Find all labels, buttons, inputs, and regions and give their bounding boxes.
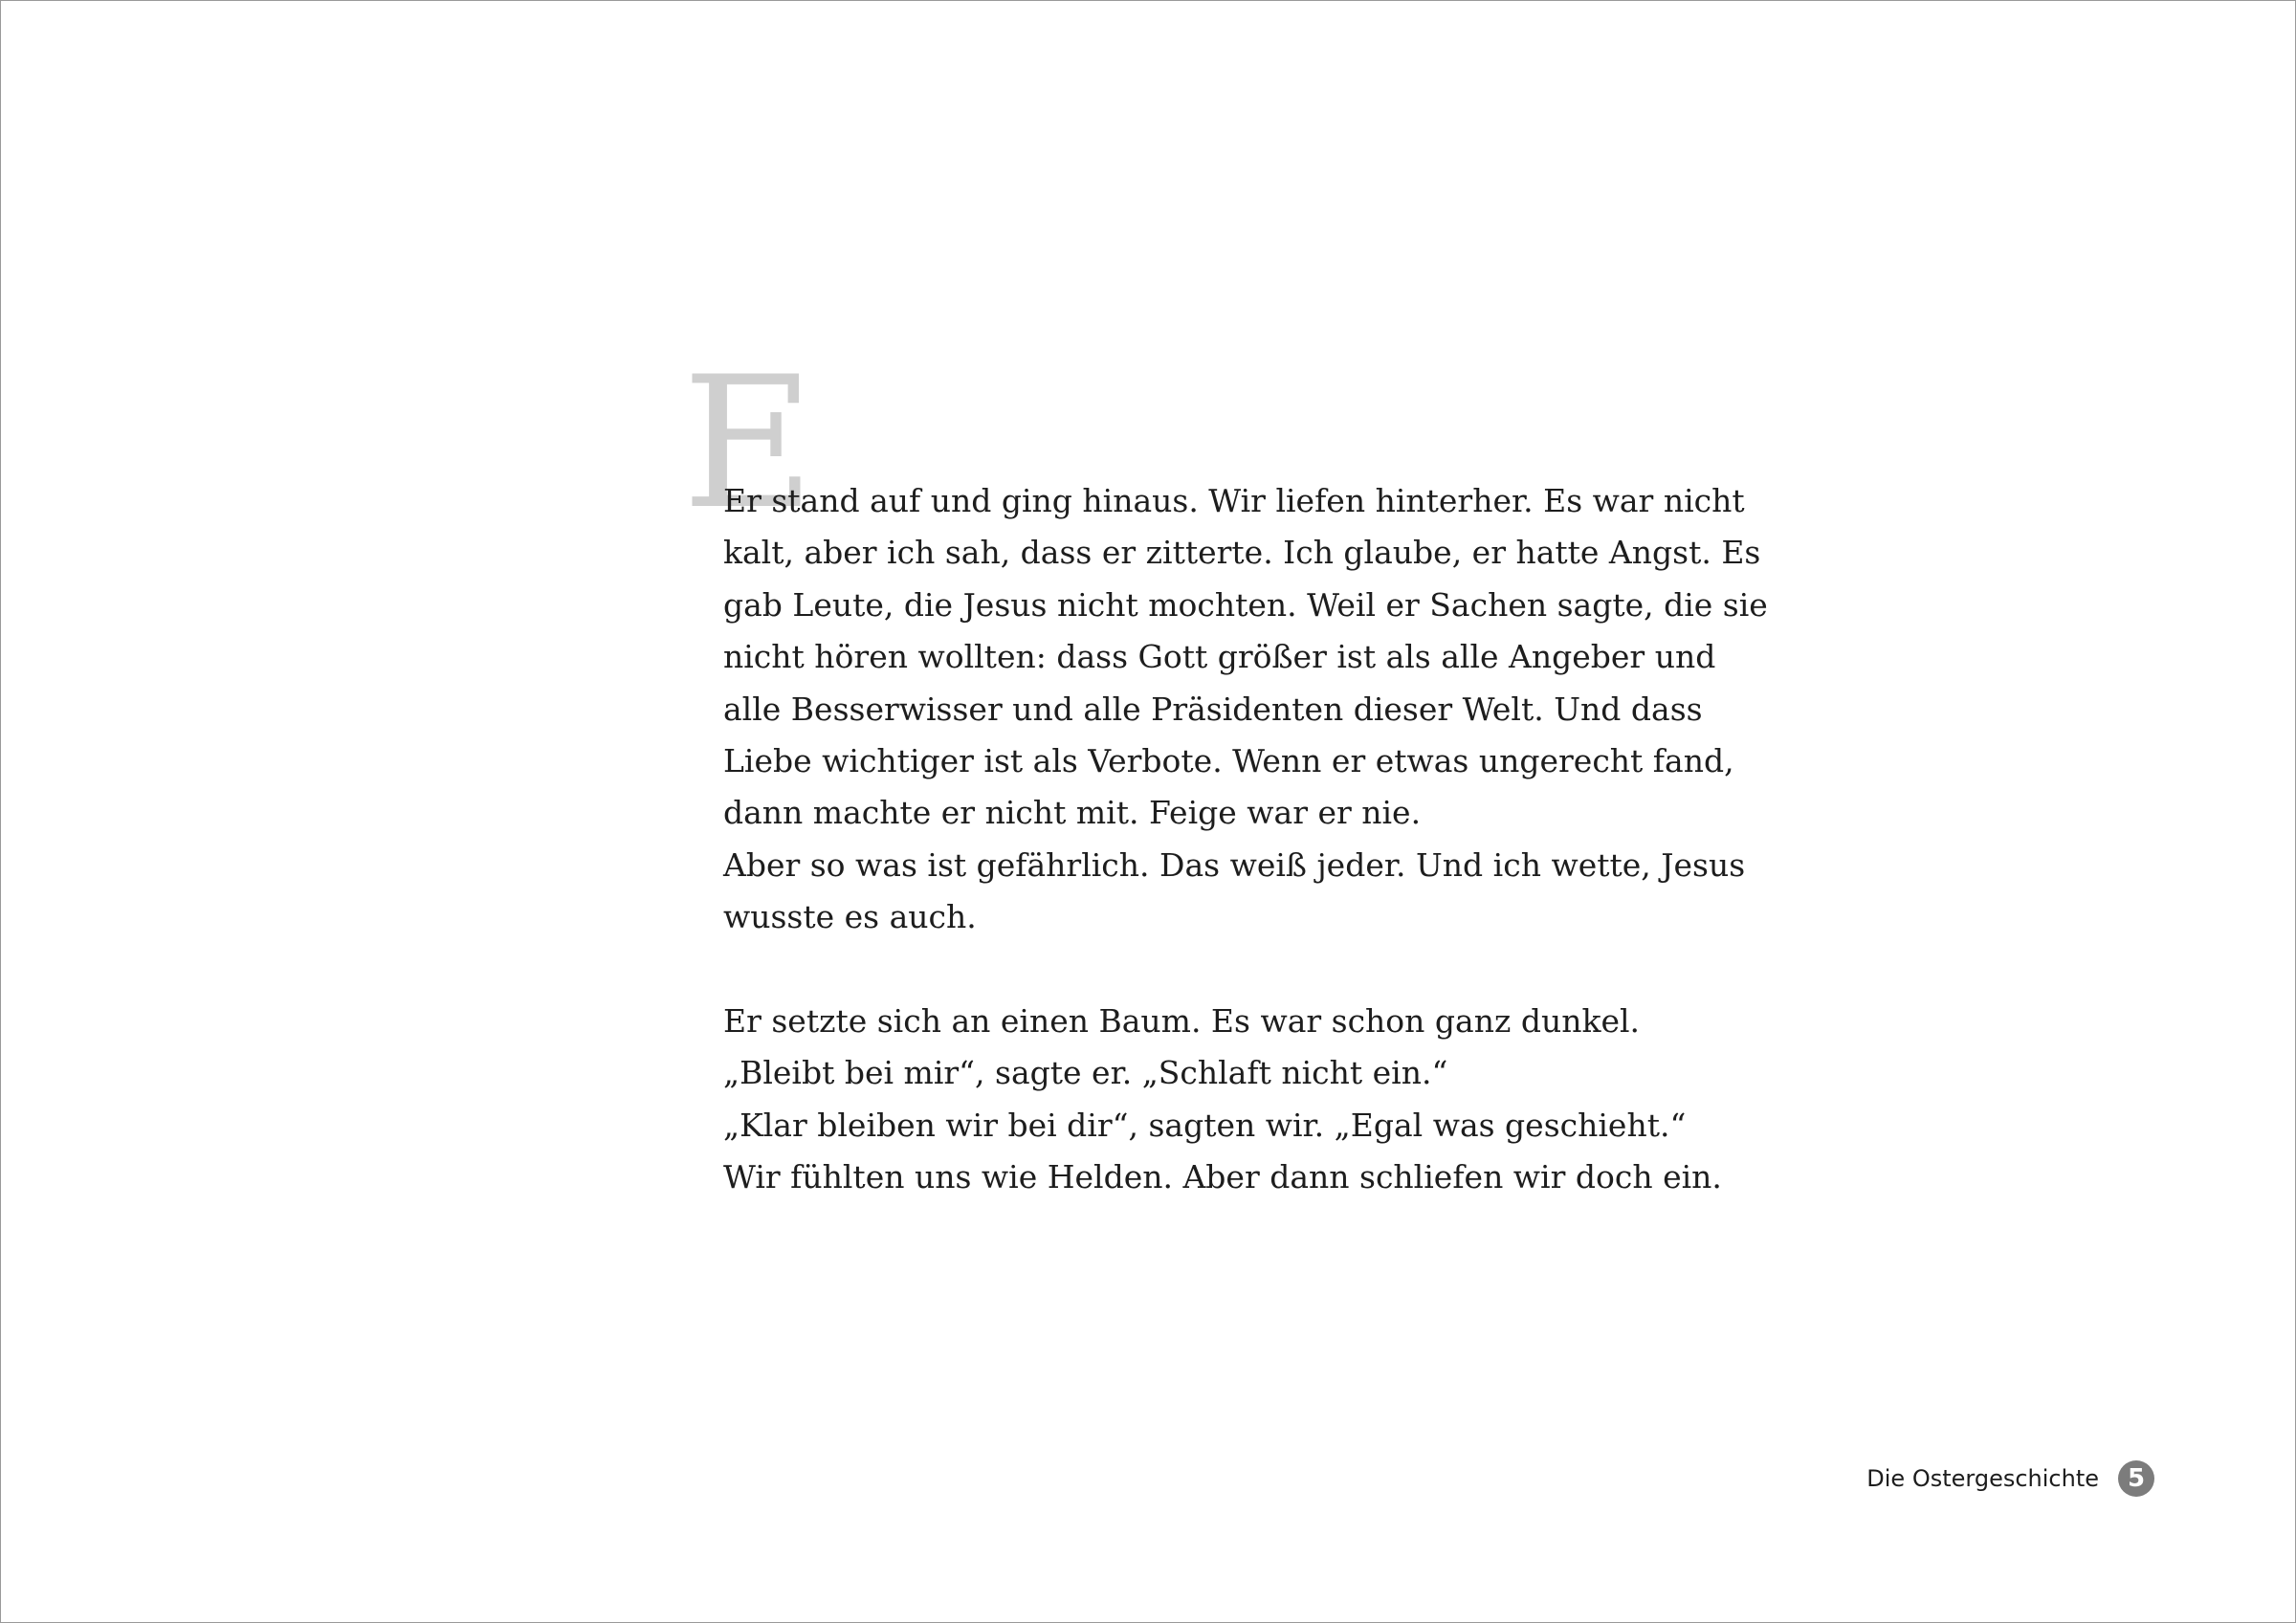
text-line: Aber so was ist gefährlich. Das weiß jeder. Und ich wette, Jesus xyxy=(723,845,1746,884)
text-line: Liebe wichtiger ist als Verbote. Wenn er etwas ungerecht fand, xyxy=(723,741,1734,779)
text-line: Wir fühlten uns wie Helden. Aber dann schliefen wir doch ein. xyxy=(723,1158,1722,1196)
text-line: nicht hören wollten: dass Gott größer ist als alle Angeber und xyxy=(723,638,1716,676)
paragraph-gap xyxy=(723,944,1737,996)
text-line: Er setzte sich an einen Baum. Es war schon ganz dunkel. xyxy=(723,1001,1641,1040)
text-line: gab Leute, die Jesus nicht mochten. Weil er Sachen sagte, die sie xyxy=(723,585,1768,624)
story-text xyxy=(723,475,1768,1203)
text-line: „Klar bleiben wir bei dir“, sagten wir. „Egal was geschieht.“ xyxy=(723,1106,1687,1144)
text-line: dann machte er nicht mit. Feige war er nie. xyxy=(723,794,1422,832)
footer-title: Die Ostergeschichte xyxy=(1866,1465,2099,1492)
text-line: kalt, aber ich sah, dass er zitterte. Ich glaube, er hatte Angst. Es xyxy=(723,534,1761,572)
text-line: Er stand auf und ging hinaus. Wir liefen hinterher. Es war nicht xyxy=(723,482,1745,519)
page-number-badge: 5 xyxy=(2118,1460,2154,1497)
text-line: alle Besserwisser und alle Präsidenten dieser Welt. Und dass xyxy=(723,690,1703,728)
text-line: „Bleibt bei mir“, sagte er. „Schlaft nicht ein.“ xyxy=(723,1054,1448,1092)
drop-cap: E xyxy=(682,338,815,549)
text-line: wusste es auch. xyxy=(723,898,977,936)
